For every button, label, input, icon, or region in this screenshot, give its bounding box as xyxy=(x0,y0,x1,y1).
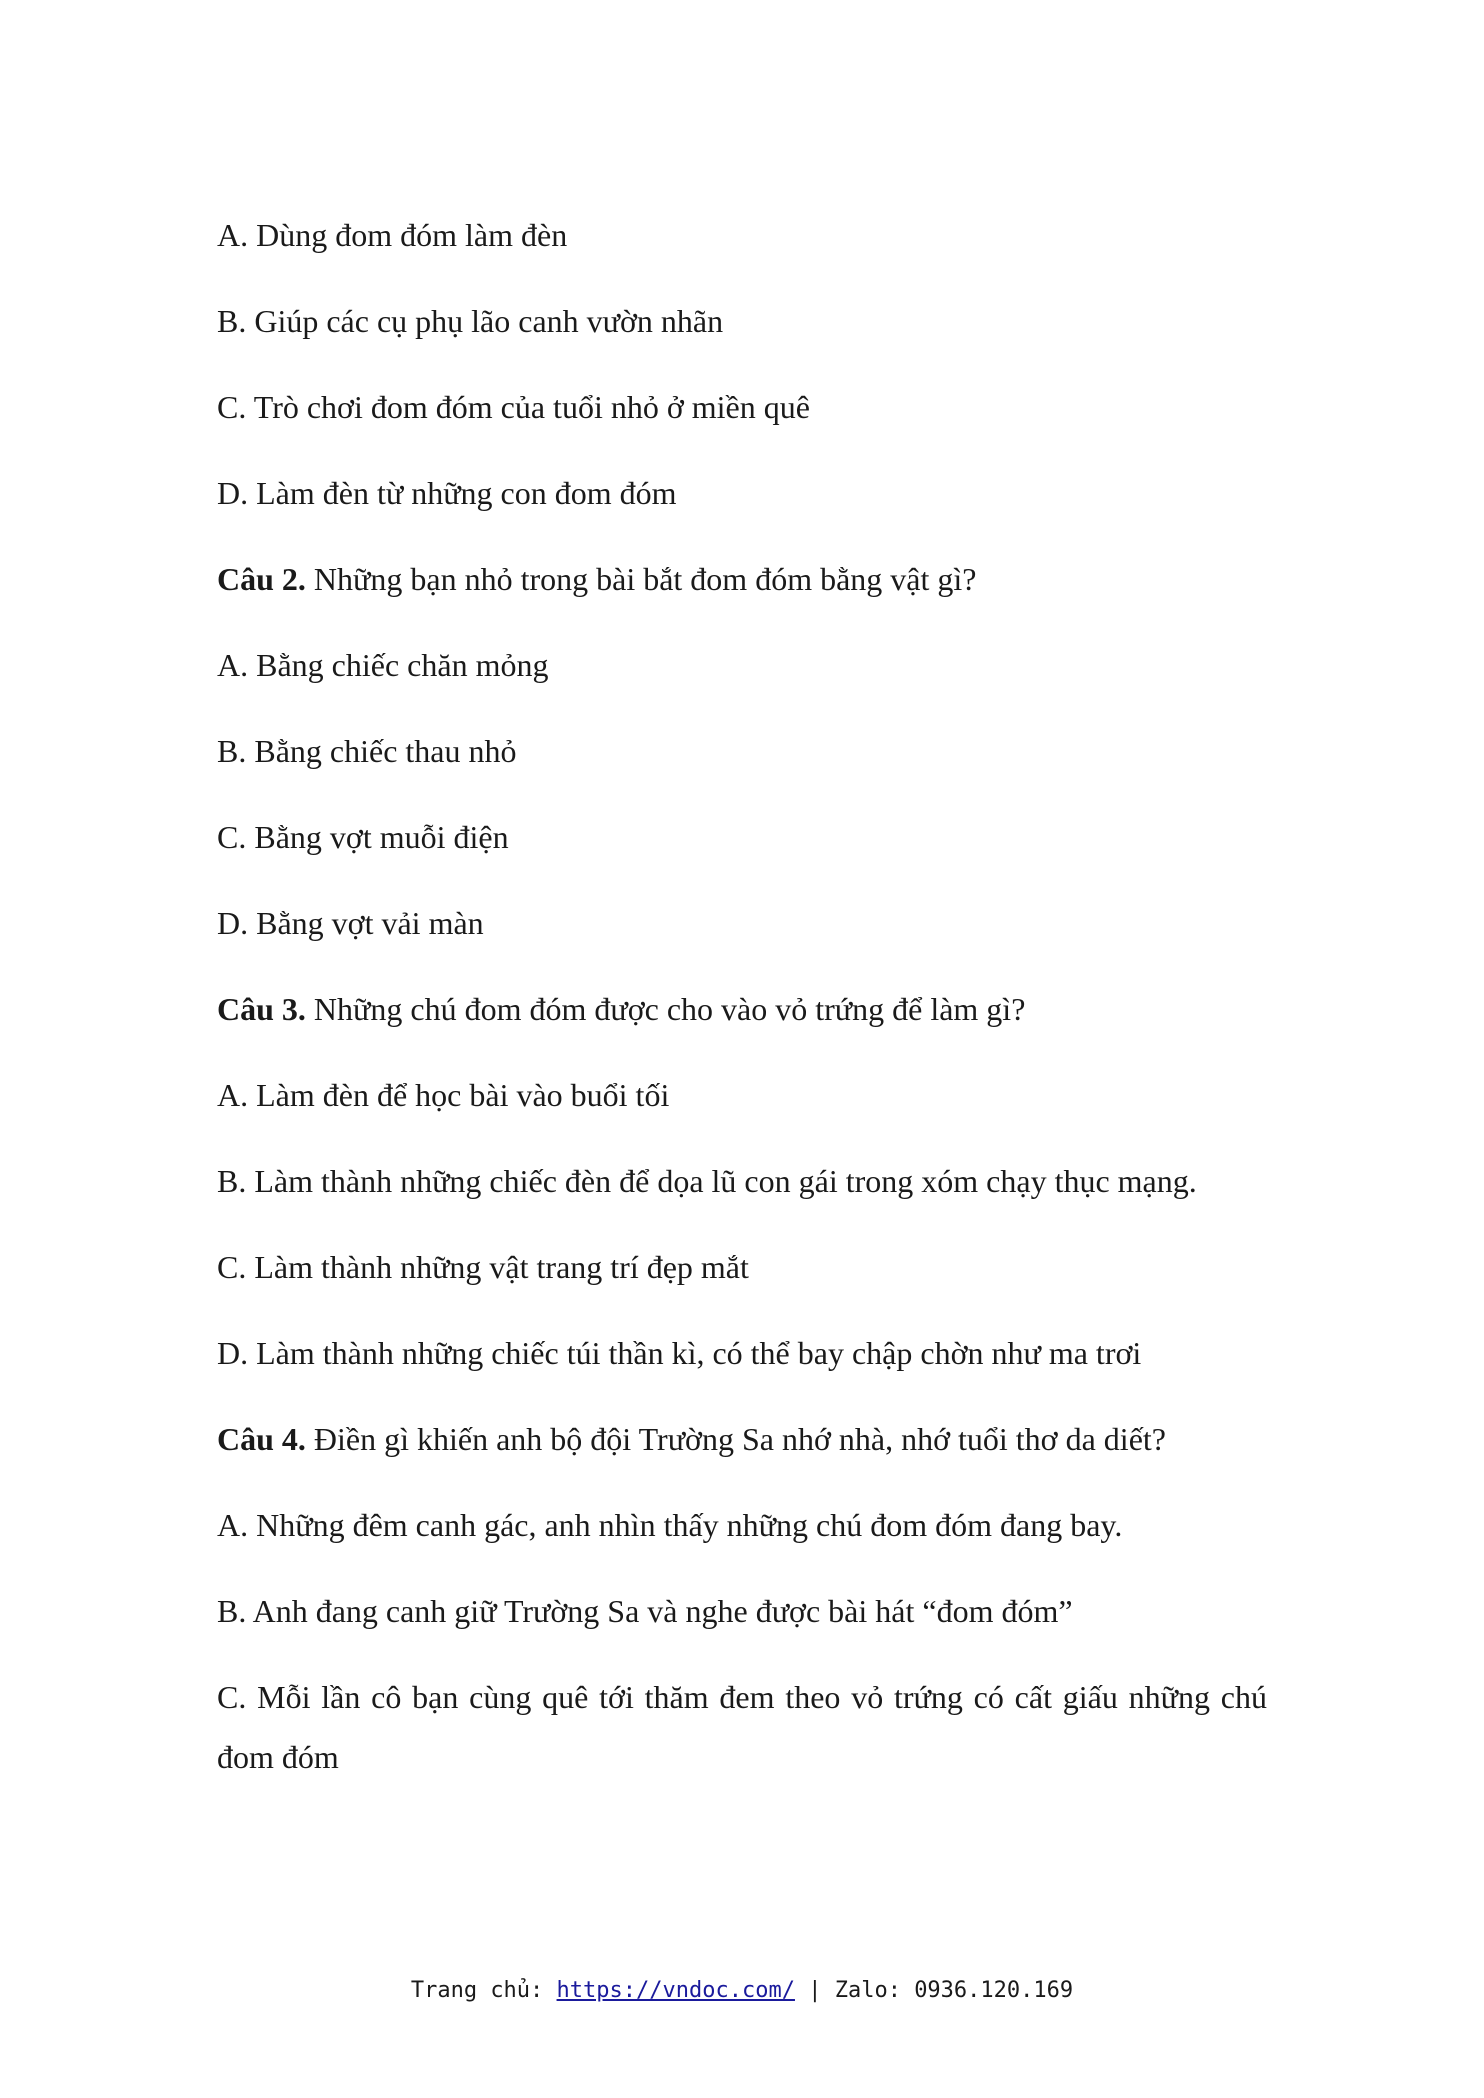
footer-prefix: Trang chủ: xyxy=(410,1978,557,2003)
question-2 xyxy=(217,549,1267,609)
q1-option-d: D. Làm đèn từ những con đom đóm xyxy=(217,475,677,511)
q3-option-a: A. Làm đèn để học bài vào buổi tối xyxy=(217,1077,670,1113)
question-2-text: Những bạn nhỏ trong bài bắt đom đóm bằng vật gì? xyxy=(305,561,977,597)
q3-option-b: B. Làm thành những chiếc đèn để dọa lũ con gái trong xóm chạy thục mạng. xyxy=(217,1163,1197,1199)
q4-option-b: B. Anh đang canh giữ Trường Sa và nghe được bài hát “đom đóm” xyxy=(217,1593,1073,1629)
page-footer xyxy=(0,1978,1484,2003)
q1-option-c: C. Trò chơi đom đóm của tuổi nhỏ ở miền quê xyxy=(217,389,810,425)
question-4-text: Điền gì khiến anh bộ đội Trường Sa nhớ nhà, nhớ tuổi thơ da diết? xyxy=(305,1421,1166,1457)
document-content xyxy=(217,205,1267,1813)
question-2-label: Câu 2. xyxy=(217,561,306,597)
question-4 xyxy=(217,1409,1267,1469)
q3-option-d: D. Làm thành những chiếc túi thần kì, có thể bay chập chờn như ma trơi xyxy=(217,1335,1142,1371)
q2-option-b: B. Bằng chiếc thau nhỏ xyxy=(217,733,517,769)
question-3-text: Những chú đom đóm được cho vào vỏ trứng để làm gì? xyxy=(305,991,1026,1027)
q3-option-c: C. Làm thành những vật trang trí đẹp mắt xyxy=(217,1249,749,1285)
q1-option-a: A. Dùng đom đóm làm đèn xyxy=(217,217,568,253)
question-4-label: Câu 4. xyxy=(217,1421,306,1457)
q4-option-a: A. Những đêm canh gác, anh nhìn thấy những chú đom đóm đang bay. xyxy=(217,1507,1123,1543)
q1-option-b: B. Giúp các cụ phụ lão canh vườn nhãn xyxy=(217,303,724,339)
q2-option-d: D. Bằng vợt vải màn xyxy=(217,905,484,941)
question-3 xyxy=(217,979,1267,1039)
q4-option-c: C. Mỗi lần cô bạn cùng quê tới thăm đem theo vỏ trứng có cất giấu những chú đom đóm xyxy=(217,1679,1267,1775)
q2-option-c: C. Bằng vợt muỗi điện xyxy=(217,819,509,855)
footer-zalo: Zalo: 0936.120.169 xyxy=(834,1978,1074,2003)
footer-homepage-link[interactable]: https://vndoc.com/ xyxy=(556,1978,795,2003)
q2-option-a: A. Bằng chiếc chăn mỏng xyxy=(217,647,549,683)
question-3-label: Câu 3. xyxy=(217,991,306,1027)
footer-separator: | xyxy=(794,1978,835,2003)
